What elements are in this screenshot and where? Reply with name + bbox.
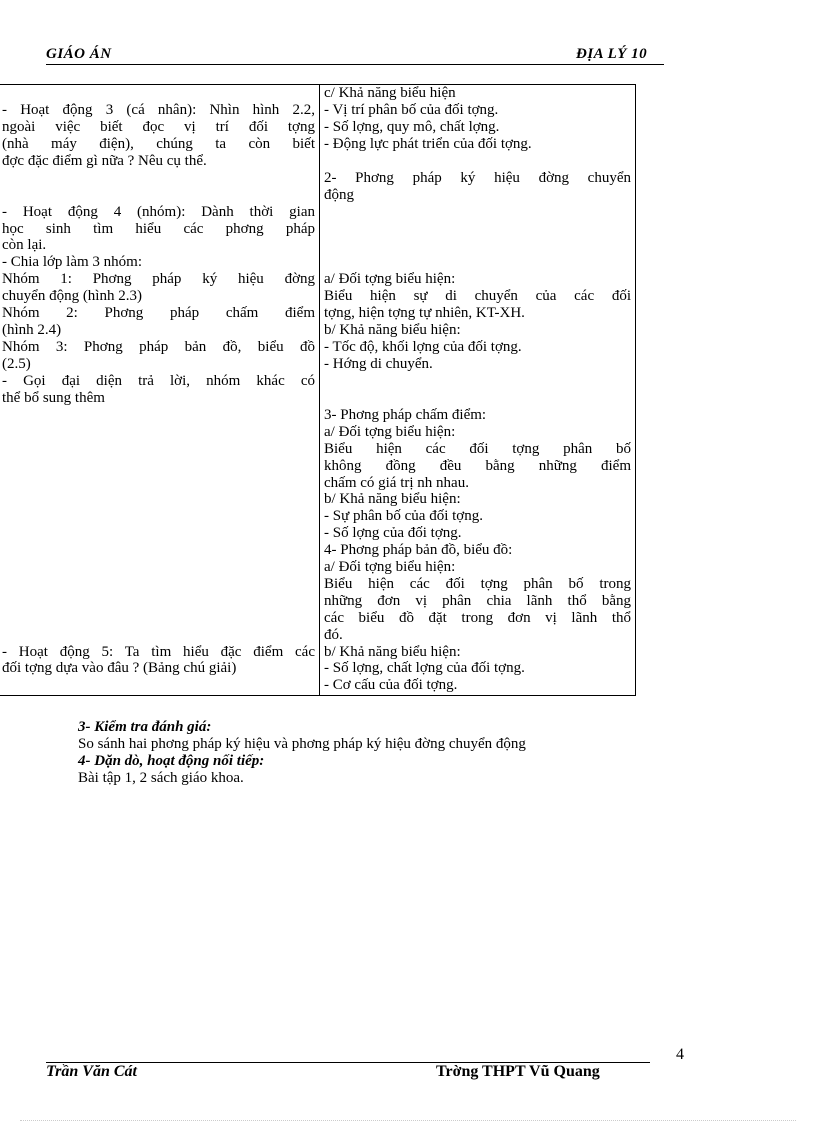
table-line: Nhóm 3: Phơng pháp bản đồ, biểu đồ [2, 338, 315, 355]
table-line: - Số lợng, quy mô, chất lợng. [324, 118, 500, 135]
table-line: b/ Khả năng biểu hiện: [324, 322, 461, 339]
table-line: chấm có giá trị nh nhau. [324, 474, 469, 491]
table-line: b/ Khả năng biểu hiện: [324, 643, 461, 660]
table-line: 4- Phơng pháp bản đồ, biểu đồ: [324, 542, 513, 559]
table-row [0, 85, 636, 696]
section-title: 3- Kiểm tra đánh giá: [78, 719, 212, 735]
table-line: - Hớng di chuyển. [324, 355, 433, 372]
table-line: 3- Phơng pháp chấm điểm: [324, 406, 487, 423]
table-line: 2- Phơng pháp ký hiệu đờng chuyển [324, 169, 631, 186]
table-line: a/ Đối tợng biểu hiện: [324, 271, 456, 288]
table-line: - Vị trí phân bố của đối tợng. [324, 101, 499, 118]
section-text: So sánh hai phơng pháp ký hiệu và phơng pháp ký hiệu đờng chuyển động [78, 736, 526, 752]
table-line: thể bổ sung thêm [2, 389, 105, 406]
table-line: c/ Khả năng biểu hiện [324, 85, 456, 101]
table-line: Biểu hiện các đối tợng phân bố [324, 440, 631, 457]
table-line: động [324, 186, 354, 203]
header-rule [46, 64, 664, 65]
page-number: 4 [676, 1046, 684, 1063]
teacher-activity-column [0, 85, 320, 696]
table-line: - Số lợng, chất lợng của đối tợng. [324, 660, 525, 677]
section-assessment [78, 719, 526, 787]
table-line: chuyển động (hình 2.3) [2, 288, 142, 305]
lesson-table [0, 84, 636, 696]
table-line: - Cơ cấu của đối tợng. [324, 677, 458, 694]
table-line: Nhóm 1: Phơng pháp ký hiệu đờng [2, 271, 315, 288]
table-line: - Hoạt động 5: Ta tìm hiểu đặc điểm các [2, 643, 315, 660]
table-line: học sinh tìm hiểu các phơng pháp [2, 220, 315, 237]
table-line: Biểu hiện sự di chuyển của các đối [324, 288, 631, 305]
table-line: a/ Đối tợng biểu hiện: [324, 423, 456, 440]
student-content-column [320, 85, 636, 696]
table-line: (nhà máy điện), chúng ta còn biết [2, 135, 315, 152]
table-line: (2.5) [2, 355, 31, 372]
table-line: đối tợng dựa vào đâu ? (Bảng chú giải) [2, 660, 237, 677]
table-line: Nhóm 2: Phơng pháp chấm điểm [2, 305, 315, 322]
header-course-label: ĐỊA LÝ 10 [576, 46, 648, 62]
table-line: không đồng đều bằng những điểm [324, 457, 631, 474]
table-line: - Tốc độ, khối lợng của đối tợng. [324, 339, 522, 356]
table-line: - Động lực phát triển của đối tợng. [324, 135, 532, 152]
table-line: - Chia lớp làm 3 nhóm: [2, 254, 143, 271]
table-line: còn lại. [2, 237, 47, 254]
footer-school: Trờng THPT Vũ Quang [436, 1063, 600, 1080]
table-line: (hình 2.4) [2, 321, 62, 338]
section-text: Bài tập 1, 2 sách giáo khoa. [78, 770, 244, 786]
table-line: tợng, hiện tợng tự nhiên, KT-XH. [324, 305, 525, 322]
table-line: - Hoạt động 4 (nhóm): Dành thời gian [2, 203, 315, 220]
table-line: những đơn vị phân chia lãnh thổ bằng [324, 592, 631, 609]
footer-author: Trần Văn Cát [46, 1063, 137, 1080]
table-line: - Gọi đại diện trả lời, nhóm khác có [2, 372, 315, 389]
table-line: các biểu đồ đặt trong đơn vị lãnh thổ [324, 609, 631, 626]
table-line: Biểu hiện các đối tợng phân bố trong [324, 575, 631, 592]
table-line: đó. [324, 626, 343, 643]
table-line: - Số lợng của đối tợng. [324, 525, 462, 542]
table-line: a/ Đối tợng biểu hiện: [324, 559, 456, 576]
table-line: ngoài việc biết đọc vị trí đối tợng [2, 118, 315, 135]
header-subject-label: GIÁO ÁN [46, 46, 112, 62]
table-line: - Sự phân bố của đối tợng. [324, 508, 483, 525]
page-bottom-divider [20, 1120, 796, 1121]
table-line: đợc đặc điểm gì nữa ? Nêu cụ thể. [2, 152, 207, 169]
table-line: - Hoạt động 3 (cá nhân): Nhìn hình 2.2, [2, 102, 315, 118]
table-line: b/ Khả năng biểu hiện: [324, 491, 461, 508]
section-title: 4- Dặn dò, hoạt động nối tiếp: [78, 753, 265, 769]
